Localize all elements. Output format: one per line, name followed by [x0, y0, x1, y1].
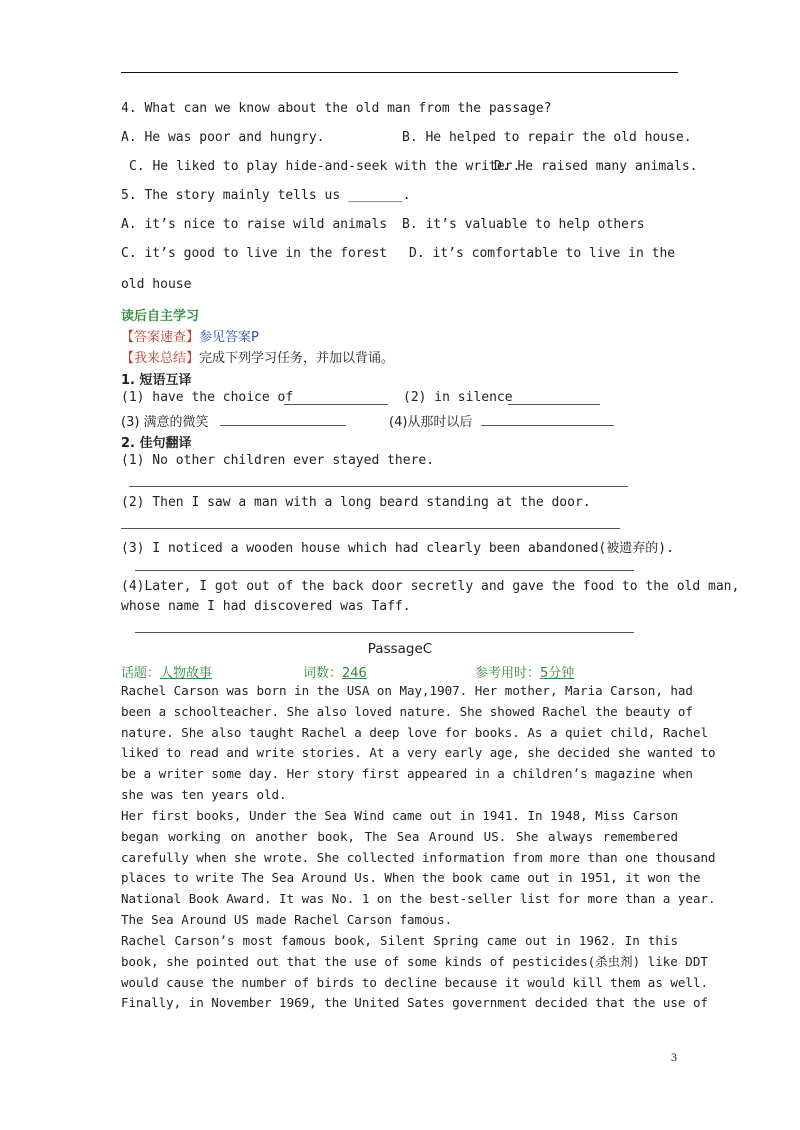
sentence-1-blank	[129, 486, 628, 487]
paragraph-line: liked to read and write stories. At a very early age, she decided she wanted to	[121, 745, 716, 761]
sentence-2: (2) Then I saw a man with a long beard standing at the door.	[121, 495, 591, 510]
paragraph-line: The Sea Around US made Rachel Carson famous.	[121, 911, 453, 927]
time-label: 参考用时：	[475, 666, 541, 681]
passage-paragraph-1	[121, 681, 716, 806]
paragraph-line: nature. She also taught Rachel a deep love for books. As a quiet child, Rachel	[121, 724, 708, 740]
answer-check-text: 参见答案P	[199, 330, 259, 345]
sentence-2-blank	[121, 528, 620, 529]
phrase-1: (1) have the choice of	[121, 390, 294, 405]
header-rule	[121, 72, 678, 73]
passage-paragraph-3	[121, 931, 708, 1014]
phrase-2-blank	[508, 404, 600, 405]
paragraph-line: she was ten years old.	[121, 786, 287, 802]
sentence-3: (3) I noticed a wooden house which had clearly been abandoned(被遗弃的).	[121, 541, 674, 556]
q4-option-d: D. He raised many animals.	[494, 159, 698, 174]
q4-option-b: B. He helped to repair the old house.	[402, 130, 692, 145]
paragraph-line: Finally, in November 1969, the United Sates government decided that the use of	[121, 995, 708, 1011]
passage-paragraph-2	[121, 806, 716, 931]
summary-line	[121, 347, 394, 366]
paragraph-line: carefully when she wrote. She collected information from more than one thousand	[121, 849, 716, 865]
word-count-value: 246	[342, 666, 367, 681]
sentence-4-line1: (4)Later, I got out of the back door secretly and gave the food to the old man,	[121, 579, 740, 594]
q5-option-c: C. it’s good to live in the forest	[121, 246, 388, 261]
answer-check-line	[121, 326, 259, 345]
q5-option-b: B. it’s valuable to help others	[402, 217, 645, 232]
paragraph-line: Her first books, Under the Sea Wind came out in 1941. In 1948, Miss Carson	[121, 808, 678, 823]
sentence-4-blank	[135, 632, 634, 633]
word-count-label: 词数：	[303, 666, 343, 681]
q5-option-d-continued: old house	[121, 277, 192, 292]
sentence-4-line2: whose name I had discovered was Taff.	[121, 599, 411, 614]
summary-text: 完成下列学习任务，并加以背诵。	[199, 351, 395, 366]
q5-stem: 5. The story mainly tells us _______.	[121, 188, 411, 203]
sentence-1: (1) No other children ever stayed there.	[121, 453, 435, 468]
phrase-2: (2) in silence	[403, 390, 513, 405]
q4-stem: 4. What can we know about the old man from the passage?	[121, 101, 552, 116]
q4-option-c: C. He liked to play hide-and-seek with the writer.	[129, 159, 521, 174]
paragraph-line: been a schoolteacher. She also loved nature. She showed Rachel the beauty of	[121, 703, 693, 719]
q5-option-a: A. it’s nice to raise wild animals	[121, 217, 388, 232]
phrase-3: (3) 满意的微笑	[121, 415, 209, 430]
sentence-3-blank	[135, 570, 634, 571]
section-sentence-translation: 2. 佳句翻译	[121, 436, 192, 451]
passage-title: PassageC	[367, 641, 433, 657]
paragraph-line: be a writer some day. Her story first appeared in a children’s magazine when	[121, 766, 693, 782]
answer-check-label: 【答案速查】	[121, 330, 200, 345]
phrase-4-blank	[481, 425, 614, 426]
paragraph-line: would cause the number of birds to decline because it would kill them as well.	[121, 974, 708, 990]
phrase-3-blank	[220, 425, 346, 426]
time-value: 5分钟	[540, 666, 575, 681]
page-number: 3	[671, 1050, 677, 1064]
q5-option-d: D. it’s comfortable to live in the	[409, 246, 676, 261]
paragraph-line: book, she pointed out that the use of some kinds of pesticides(杀虫剂) like DDT	[121, 953, 708, 969]
paragraph-line: National Book Award. It was No. 1 on the best-seller list for more than a year.	[121, 891, 716, 907]
paragraph-line: places to write The Sea Around Us. When the book came out in 1951, it won the	[121, 870, 701, 886]
phrase-4: (4)从那时以后	[389, 415, 473, 430]
q4-option-a: A. He was poor and hungry.	[121, 130, 325, 145]
paragraph-line: began working on another book, The Sea Around US. She always remembered	[121, 828, 678, 844]
paragraph-line: Rachel Carson was born in the USA on May,1907. Her mother, Maria Carson, had	[121, 683, 693, 698]
paragraph-line: Rachel Carson’s most famous book, Silent Spring came out in 1962. In this	[121, 933, 678, 948]
summary-label: 【我来总结】	[121, 351, 200, 366]
topic-value: 人物故事	[160, 666, 213, 681]
passage-meta	[121, 662, 678, 681]
topic-label: 话题：	[121, 666, 161, 681]
section-phrase-translation: 1. 短语互译	[121, 373, 192, 388]
self-study-heading: 读后自主学习	[121, 309, 200, 324]
phrase-1-blank	[284, 404, 388, 405]
